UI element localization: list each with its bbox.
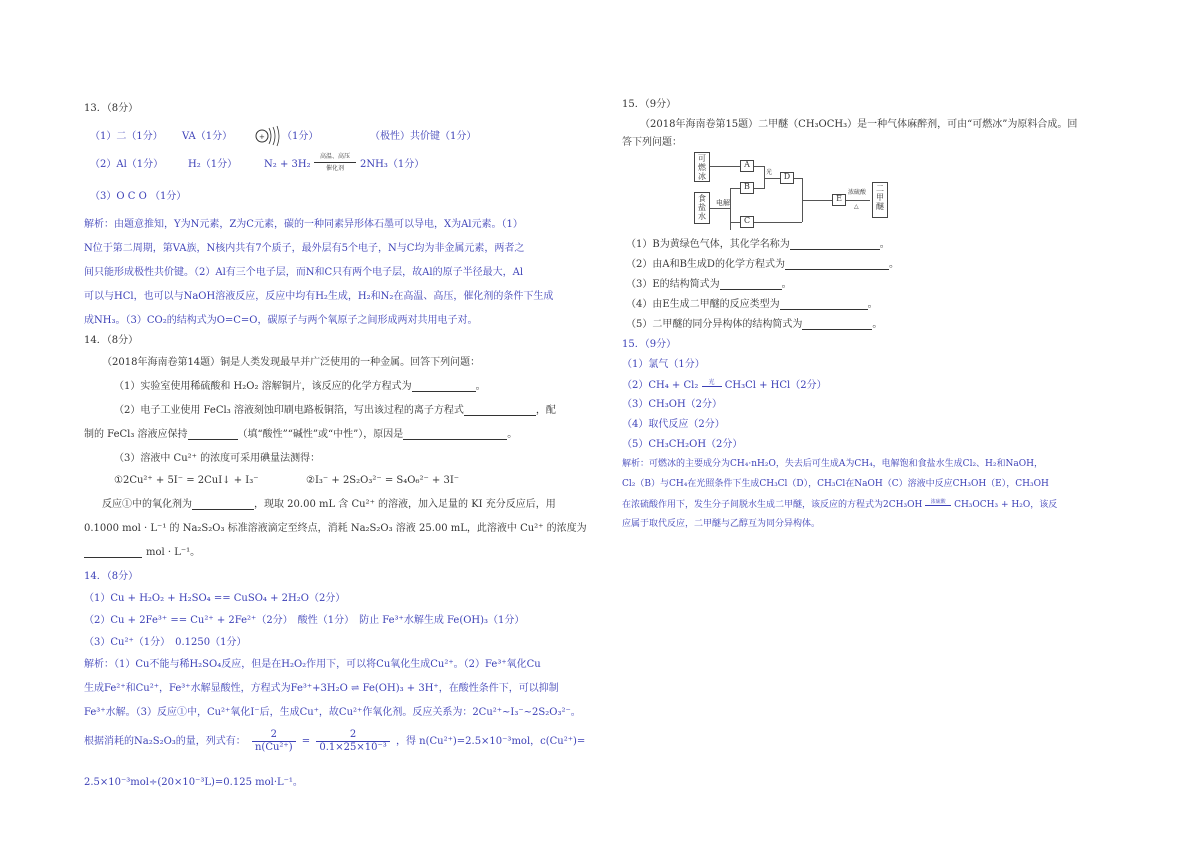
q14-equation-2: ②I₃⁻ + 2S₂O₃²⁻ = S₄O₆²⁻ + 3I⁻ [306,475,460,486]
diagram-box-b: B [740,182,754,194]
answer-blank[interactable] [192,500,254,510]
answer-blank[interactable] [790,240,880,250]
diagram-box-dimethyl-ether: 二甲醚 [872,182,888,218]
ans15-answer-4: （4）取代反应（2分） [622,419,725,430]
q13-answer-2b: H₂（1分） [188,159,238,170]
diagram-box-kranbing: 可燃冰 [694,152,710,182]
q13-answer-3: （3）O C O （1分） [90,191,187,202]
q14-part-4-line-3 [84,548,200,558]
q13-explanation-line-2: N位于第二周期，第VA族，N核内共有7个质子，最外层有5个电子，N与C均为非金属元素，两者之 [84,243,525,254]
q15-title: 15．（9分） [622,99,677,110]
ans15-explanation-line-2: Cl₂（B）与CH₄在光照条件下生成CH₃Cl（D），CH₃Cl在NaOH（C）溶液中反应CH₃OH（E），CH₃OH [622,479,1049,489]
fraction-2-denominator: 0.1×25×10⁻³ [319,742,387,753]
q13-explanation-line-4: 可以与HCl，也可以与NaOH溶液反应，反应中均有H₂生成，H₂和N₂在高温、高压，催化剂的条件下生成 [84,291,554,302]
q14-part-2d-text: （填“酸性”“碱性”或“中性”），原因是 [237,429,404,440]
ans14-explanation-line-1: 解析：（1）Cu不能与稀H₂SO₄反应，但是在H₂O₂作用下，可以将Cu氧化生成Cu²⁺。（2）Fe³⁺氧化Cu [84,659,541,670]
q15-sub-2: （2）由A和B生成D的化学方程式为 。 [626,259,899,270]
diagram-box-d: D [780,172,794,184]
q13-answer-2c-left: N₂ + 3H₂ [264,159,311,170]
ans15-answer-2 [622,380,827,391]
q15-sub-4-text: （4）由E生成二甲醚的反应类型为 [626,299,780,310]
answer-blank[interactable] [720,280,782,290]
diagram-arrow [764,178,780,179]
q14-part-2-line-1 [114,406,556,416]
ans15-answer-2a: （2）CH₄ + Cl₂ [622,380,699,391]
diagram-box-c: C [740,216,754,228]
q14-part-2-line-2: 制的 FeCl₃ 溶液应保持 （填“酸性”“碱性”或“中性”），原因是 。 [84,429,518,440]
diagram-label-electrolysis: 电解 [716,199,730,207]
q14-part-4c-text: mol · L⁻¹。 [146,547,201,558]
diagram-arrow [730,188,731,230]
ans14-answer-1: （1）Cu + H₂O₂ + H₂SO₄ == CuSO₄ + 2H₂O（2分） [84,593,346,604]
fraction-1-denominator: n(Cu²⁺) [254,742,293,753]
answer-blank[interactable] [188,430,238,440]
ans15-exp3a: 在浓硫酸作用下，发生分子间脱水生成二甲醚，该反应的方程式为2CH₃OH [622,500,923,510]
ans14-title: 14．（8分） [84,571,139,582]
q14-equation-1: ①2Cu²⁺ + 5I⁻ = 2CuI↓ + I₃⁻ [114,475,259,486]
q14-part-4a-text: 反应①中的氧化剂为 [102,499,192,510]
ans14-answer-3: （3）Cu²⁺（1分） 0.1250（1分） [84,637,247,648]
q13-answer-1d: （极性）共价键（1分） [370,131,477,142]
q13-explanation-line-3: 间只能形成极性共价键。（2）Al有三个电子层，而N和C只有两个电子层，故Al的原子半径最大，Al [84,267,524,278]
q14-part-2c-text: 制的 FeCl₃ 溶液应保持 [84,429,188,440]
diagram-arrow [794,178,802,179]
q13-explanation-line-5: 成NH₃。（3）CO₂的结构式为O=C=O，碳原子与两个氧原子之间形成两对共用电子对。 [84,315,478,326]
ans15-title: 15．（9分） [622,339,677,350]
q13-answer-1a: （1）二（1分） [90,131,163,142]
ans15-exp3b: CH₃OCH₃ + H₂O，该反 [954,500,1058,510]
ans15-answer-3: （3）CH₃OH（2分） [622,399,723,410]
answer-blank[interactable] [412,382,476,392]
ans15-answer-5: （5）CH₃CH₂OH（2分） [622,439,743,450]
q13-explanation-line-1: 解析：由题意推知，Y为N元素，Z为C元素，碳的一种同素异形体石墨可以导电，X为Al元素。（1） [84,219,523,230]
fraction-2-numerator: 2 [316,730,389,742]
answer-blank[interactable] [464,406,536,416]
q15-intro-line-1: （2018年海南卷第15题）二甲醚（CH₃OCH₃）是一种气体麻醉剂，可由“可燃冰”为原料合成。回 [640,119,1078,130]
svg-text:+: + [259,133,265,141]
q15-sub-2-text: （2）由A和B生成D的化学方程式为 [626,259,785,270]
q15-intro-line-2: 答下列问题： [622,137,682,148]
diagram-arrow [730,188,740,189]
q14-title: 14．（8分） [84,335,139,346]
q15-sub-1: （1）B为黄绿色气体，其化学名称为 。 [626,239,890,250]
ans14-explanation-line-5: 2.5×10⁻³mol÷(20×10⁻³L)=0.125 mol·L⁻¹。 [84,777,303,788]
diagram-box-a: A [740,160,754,172]
reaction-condition-top: 高温、高压 [319,153,350,160]
ans15-light-condition: 光 [702,380,722,387]
ans14-explanation-line-4: 根据消耗的Na₂S₂O₃的量，列式有： $\frac{2}{\text{n(Cu²⁺)}}$ = $\frac{2}{\text{0.1×25×10⁻³}}$ ，得 n(Cu²⁺)=2.5×10⁻³mol，c(Cu²⁺)= [84,729,586,753]
diagram-arrow [754,188,764,189]
ans14-answer-2: （2）Cu + 2Fe³⁺ == Cu²⁺ + 2Fe²⁺（2分） 酸性（1分） 防止 Fe³⁺水解生成 Fe(OH)₃（1分） [84,615,525,626]
answer-blank[interactable] [403,430,507,440]
q14-part-1: （1）实验室使用稀硫酸和 H₂O₂ 溶解铜片，该反应的化学方程式为 。 [114,381,486,392]
diagram-arrow [730,222,740,223]
q13-answer-2c-right: 2NH₃（1分） [360,159,425,170]
al-atom-diagram-icon [254,124,282,151]
q14-part-2a-text: （2）电子工业使用 FeCl₃ 溶液刻蚀印刷电路板铜箔，写出该过程的离子方程式 [114,405,464,416]
fraction-1 [252,730,296,753]
ans14-exp4a-text: 根据消耗的Na₂S₂O₃的量，列式有： [84,736,246,747]
q13-answer-2a: （2）Al（1分） [90,159,164,170]
answer-blank[interactable] [785,260,889,270]
diagram-arrow [754,166,764,167]
ans15-answer-2b: CH₃Cl + HCl（2分） [724,380,827,391]
q15-sub-4: （4）由E生成二甲醚的反应类型为 。 [626,299,878,310]
answer-blank[interactable] [802,320,872,330]
diagram-arrow [846,200,870,201]
q14-part-1-text: （1）实验室使用稀硫酸和 H₂O₂ 溶解铜片，该反应的化学方程式为 [114,381,412,392]
ans15-explanation-line-4: 应属于取代反应，二甲醚与乙醇互为同分异构体。 [622,519,821,529]
diagram-arrow [754,222,802,223]
diagram-label-light: 光 [766,169,773,176]
q13-answer-1b: VA（1分） [182,131,233,142]
q14-intro: （2018年海南卷第14题）铜是人类发现最早并广泛使用的一种金属。回答下列问题： [102,357,481,368]
answer-blank[interactable] [84,548,142,558]
ans14-exp4b-text: ，得 n(Cu²⁺)=2.5×10⁻³mol，c(Cu²⁺)= [395,736,586,747]
q13-title: 13．（8分） [84,103,139,114]
fraction-1-numerator: 2 [252,730,296,742]
diagram-label-heat: △ [854,203,859,210]
q14-part-2b-text: ，配 [535,405,556,416]
reaction-condition-bottom: 催化剂 [325,165,344,172]
ans14-explanation-line-2: 生成Fe²⁺和Cu²⁺，Fe³⁺水解显酸性，方程式为Fe³⁺+3H₂O ⇌ Fe(OH)₃ + 3H⁺，在酸性条件下，可以抑制 [84,683,559,694]
q14-part-4-line-2: 0.1000 mol · L⁻¹ 的 Na₂S₂O₃ 标准溶液滴定至终点，消耗 Na₂S₂O₃ 溶液 25.00 mL，此溶液中 Cu²⁺ 的浓度为 [84,523,587,534]
q15-sub-5-text: （5）二甲醚的同分异构体的结构简式为 [626,319,803,330]
diagram-arrow [710,208,730,209]
q13-answer-1c: （1分） [282,131,319,142]
diagram-arrow [710,166,740,167]
diagram-box-saltwater: 食盐水 [694,192,710,224]
ans15-explanation-line-1: 解析：可燃冰的主要成分为CH₄·nH₂O，失去后可生成A为CH₄，电解饱和食盐水生成Cl₂、H₂和NaOH， [622,459,1043,469]
synthesis-flow-diagram [694,152,904,228]
ans15-answer-1: （1）氯气（1分） [622,359,705,370]
ans14-explanation-line-3: Fe³⁺水解。（3）反应①中，Cu²⁺氧化I⁻后，生成Cu⁺，故Cu²⁺作氧化剂。反应关系为：2Cu²⁺~I₃⁻~2S₂O₃²⁻。 [84,707,581,718]
q15-sub-1-text: （1）B为黄绿色气体，其化学名称为 [626,239,790,250]
q14-part-4-line-1 [102,500,556,510]
diagram-box-e: E [832,194,846,206]
q14-part-4b-text: ，现取 20.00 mL 含 Cu²⁺ 的溶液，加入足量的 KI 充分反应后，用 [254,499,556,510]
diagram-arrow [802,200,832,201]
ans15-explanation-line-3 [622,500,1057,510]
q14-part-3: （3）溶液中 Cu²⁺ 的浓度可采用碘量法测得： [114,453,321,464]
q15-sub-5: （5）二甲醚的同分异构体的结构简式为 。 [626,319,883,330]
ans15-h2so4-condition: 浓硫酸 [925,500,951,506]
diagram-label-h2so4: 浓硫酸 [848,189,867,196]
reaction-arrow-line [314,162,356,163]
fraction-2 [316,730,389,753]
q15-sub-3: （3）E的结构简式为 。 [626,279,792,290]
answer-blank[interactable] [780,300,868,310]
q15-sub-3-text: （3）E的结构简式为 [626,279,720,290]
